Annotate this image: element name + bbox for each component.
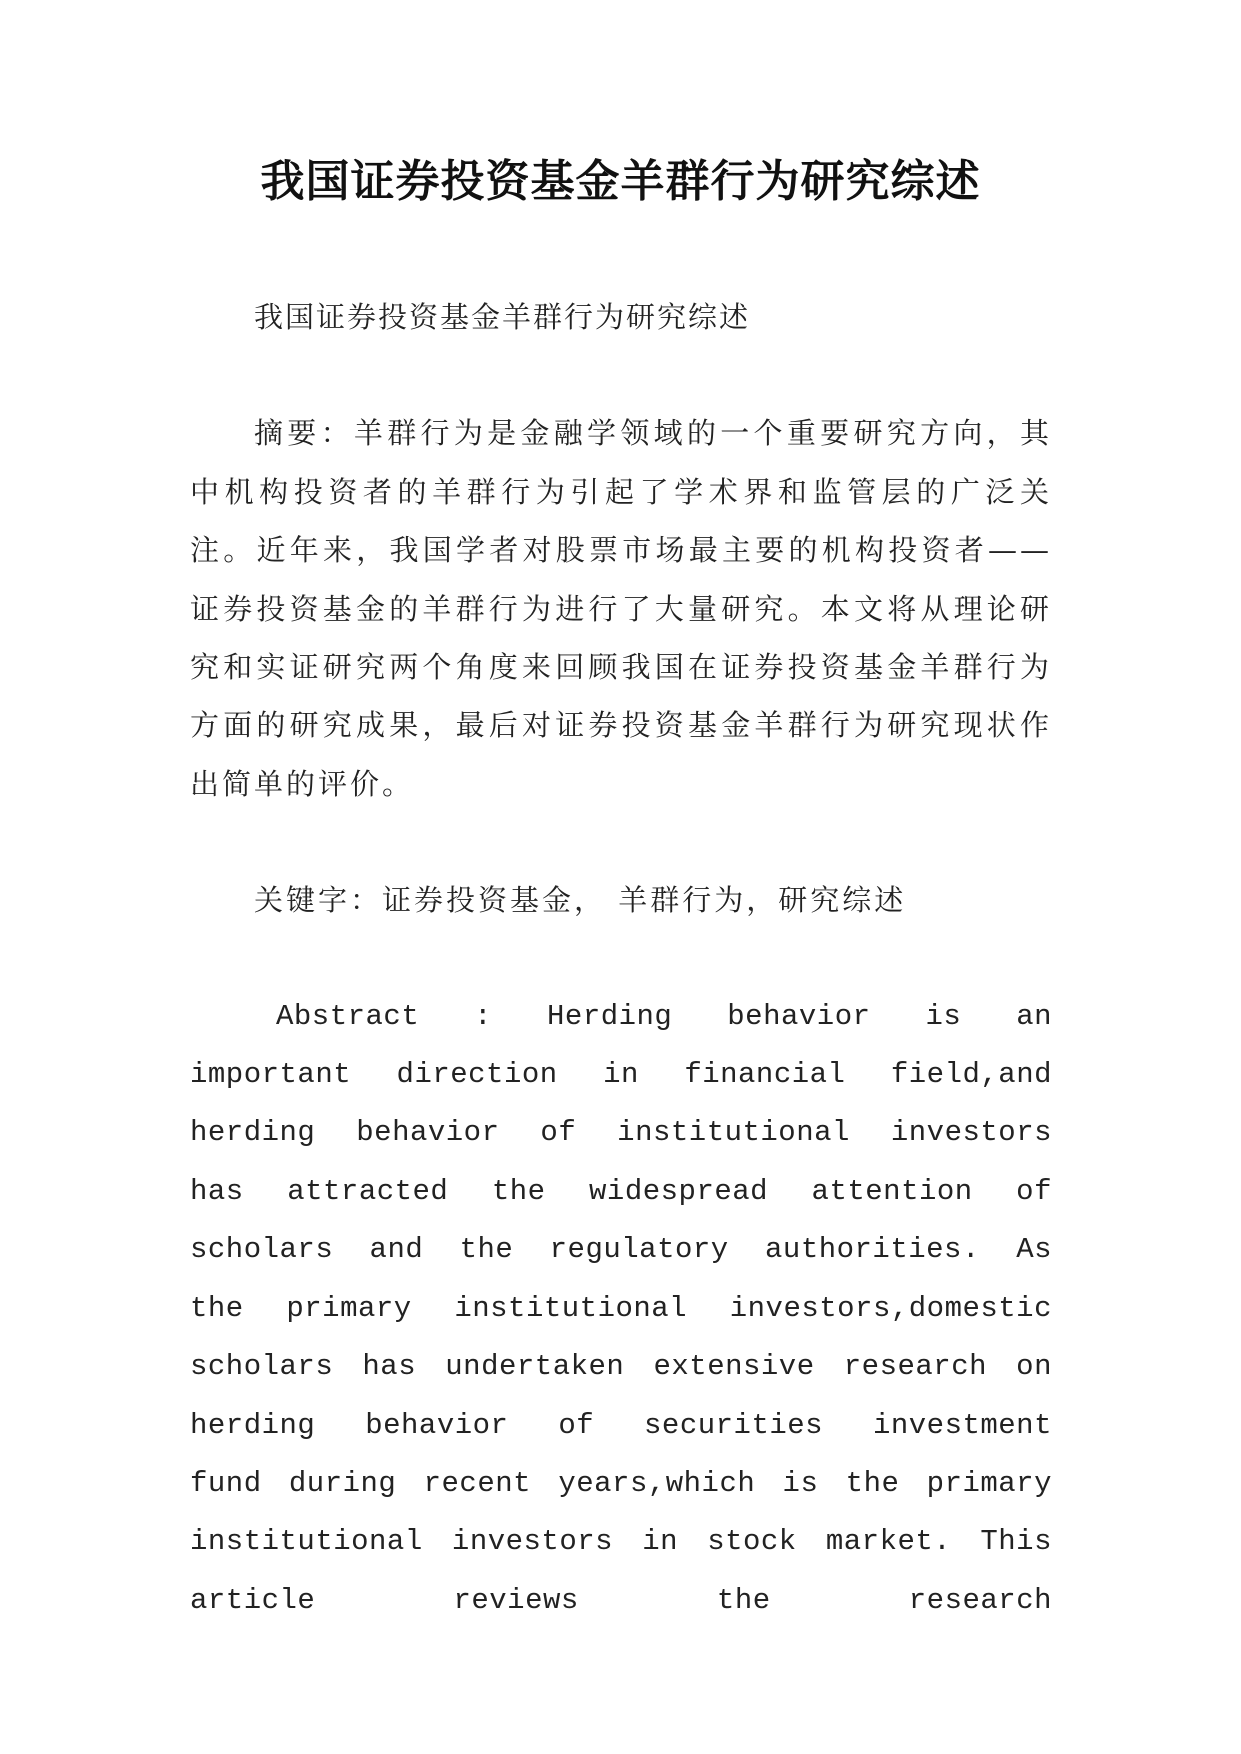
document-subtitle: 我国证券投资基金羊群行为研究综述 xyxy=(254,300,751,334)
document-title: 我国证券投资基金羊群行为研究综述 xyxy=(260,156,981,207)
document-body xyxy=(190,288,1052,1630)
paragraph-spacer xyxy=(190,813,1052,871)
keywords-line: 关键字：证券投资基金， 羊群行为，研究综述 xyxy=(254,883,907,918)
chinese-abstract: 摘要：羊群行为是金融学领域的一个重要研究方向，其中机构投资者的羊群行为引起了学术界和监管层的广泛关注。近年来，我国学者对股票市场最主要的机构投资者——证券投资基金的羊群行为进行了大量研究。本文将从理论研究和实证研究两个角度来回顾我国在证券投资基金羊群行为方面的研究成果，最后对证券投资基金羊群行为研究现状作出简单的评价。 xyxy=(190,416,1052,801)
english-abstract: Abstract : Herding behavior is an important direction in financial field,and herding behavior of institutional investors has attracted the widespread attention of scholars and the regulatory authorities. As the primary institutional investors,domestic scholars has undertaken extensive research on herding behavior of securities investment fund during recent years,which is the primary institutional investors in stock market. This article reviews the research xyxy=(190,999,1052,1617)
paragraph-spacer xyxy=(190,930,1052,988)
paragraph-spacer xyxy=(190,346,1052,404)
